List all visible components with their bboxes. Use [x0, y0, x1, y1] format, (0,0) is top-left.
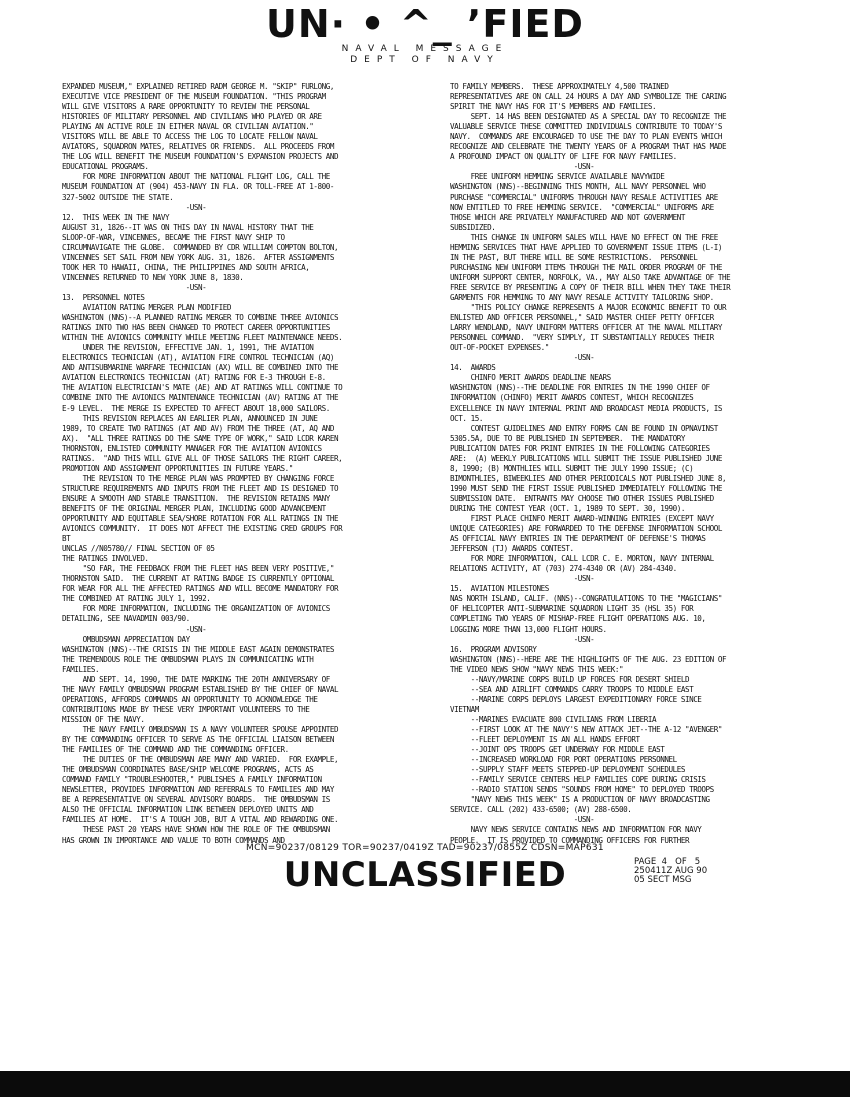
text-line: OCT. 15. — [450, 413, 483, 423]
text-line: THORNSTON SAID. THE CURRENT AT RATING BADGE IS CURRENTLY OPTIONAL — [62, 574, 335, 584]
text-line: HISTORIES OF MILITARY PERSONNEL AND CIVILIANS WHO PLAYED OR ARE — [62, 112, 322, 122]
text-line: 16. PROGRAM ADVISORY — [450, 644, 537, 654]
text-line: CONTEST GUIDELINES AND ENTRY FORMS CAN BE FOUND IN OPNAVINST — [450, 423, 718, 433]
text-line: FOR MORE INFORMATION, INCLUDING THE ORGANIZATION OF AVIONICS — [62, 604, 330, 614]
text-line: OUT-OF-POCKET EXPENSES." — [450, 343, 549, 353]
text-line: TO FAMILY MEMBERS. THESE APPROXIMATELY 4,500 TRAINED — [450, 82, 669, 91]
text-line: AVIATION ELECTRONICS TECHNICIAN (AT) RATING FOR E-3 THROUGH E-8. — [62, 373, 326, 383]
right-text-column — [450, 82, 808, 845]
page-number: PAGE 4 OF 5 — [634, 857, 701, 867]
text-line: --RADIO STATION SENDS "SOUNDS FROM HOME" TO DEPLOYED TROOPS — [450, 785, 714, 795]
text-line: FREE SERVICE BY PRESENTING A COPY OF THEIR BILL WHEN THEY TAKE THEIR — [450, 282, 731, 292]
text-line: OPERATIONS, AFFORDS COMMANDS AN OPPORTUNITY TO ACKNOWLEDGE THE — [62, 694, 318, 704]
left-text-column — [62, 82, 420, 845]
text-line: BIMONTHLIES, BIWEEKLIES AND OTHER PERIODICALS NOT PUBLISHED JUNE 8, — [450, 473, 727, 483]
text-line: --MARINE CORPS DEPLOYS LARGEST EXPEDITIONARY FORCE SINCE — [450, 694, 702, 704]
text-line: WASHINGTON (NNS)--THE CRISIS IN THE MIDDLE EAST AGAIN DEMONSTRATES — [62, 644, 335, 654]
text-line: THOSE WHICH ARE PRIVATELY MANUFACTURED AND NOT GOVERNMENT — [450, 212, 685, 222]
text-line: FOR MORE INFORMATION, CALL LCDR C. E. MORTON, NAVY INTERNAL — [450, 554, 714, 564]
text-line: MISSION OF THE NAVY. — [62, 714, 145, 724]
text-line: NEWSLETTER, PROVIDES INFORMATION AND REFERRALS TO FAMILIES AND MAY — [62, 785, 335, 795]
text-line: COMBINE INTO THE AVIONICS MAINTENANCE TECHNICIAN (AV) RATING AT THE — [62, 393, 339, 403]
text-line: THE LOG WILL BENEFIT THE MUSEUM FOUNDATION'S EXPANSION PROJECTS AND — [62, 152, 339, 162]
text-line: -USN- — [62, 202, 207, 212]
text-line: A PROFOUND IMPACT ON QUALITY OF LIFE FOR NAVY FAMILIES. — [450, 152, 677, 162]
message-identifiers: MCN=90237/08129 TOR=90237/0419Z TAD=90237/0855Z CDSN=MAP631 — [246, 843, 604, 853]
text-line: 14. AWARDS — [450, 363, 496, 373]
text-line: --FAMILY SERVICE CENTERS HELP FAMILIES COPE DURING CRISIS — [450, 775, 706, 785]
text-line: FIRST PLACE CHINFO MERIT AWARD-WINNING ENTRIES (EXCEPT NAVY — [450, 514, 714, 524]
text-line: LARRY WENDLAND, NAVY UNIFORM MATTERS OFFICER AT THE NAVAL MILITARY — [450, 323, 723, 333]
text-line: E-9 LEVEL. THE MERGE IS EXPECTED TO AFFECT ABOUT 18,000 SAILORS. — [62, 403, 330, 413]
classification-footer: UNCLASSIFIED — [283, 855, 567, 895]
text-line: PUBLICATION DATES FOR PRINT ENTRIES IN THE FOLLOWING CATEGORIES — [450, 443, 710, 453]
text-line: 327-5002 OUTSIDE THE STATE. — [62, 192, 174, 202]
text-line: UNCLAS //N05780// FINAL SECTION OF 05 — [62, 544, 215, 554]
text-line: THE FAMILIES OF THE COMMAND AND THE COMMANDING OFFICER. — [62, 745, 289, 755]
text-line: IN THE PAST, BUT THERE WILL BE SOME RESTRICTIONS. PERSONNEL — [450, 252, 698, 262]
text-line: PURCHASE "COMMERCIAL" UNIFORMS THROUGH NAVY RESALE ACTIVITIES ARE — [450, 192, 718, 202]
text-line: GARMENTS FOR HEMMING TO ANY NAVY RESALE ACTIVITY TAILORING SHOP. — [450, 292, 714, 302]
text-line: JEFFERSON (TJ) AWARDS CONTEST. — [450, 544, 574, 554]
text-line: --INCREASED WORKLOAD FOR PORT OPERATIONS PERSONNEL — [450, 755, 677, 765]
date-time-group: 250411Z AUG 90 — [634, 866, 708, 876]
text-line: FOR MORE INFORMATION ABOUT THE NATIONAL FLIGHT LOG, CALL THE — [62, 172, 330, 182]
text-line: VIETNAM — [450, 704, 479, 714]
text-line: NOW ENTITLED TO FREE HEMMING SERVICE. "COMMERCIAL" UNIFORMS ARE — [450, 202, 714, 212]
text-line: THE VIDEO NEWS SHOW "NAVY NEWS THIS WEEK:" — [450, 664, 624, 674]
text-line: PEOPLE. IT IS PROVIDED TO COMMANDING OFFICERS FOR FURTHER — [450, 835, 690, 845]
text-line: LOGGING MORE THAN 13,000 FLIGHT HOURS. — [450, 624, 607, 634]
page-info-block — [634, 858, 707, 885]
text-line: --MARINES EVACUATE 800 CIVILIANS FROM LIBERIA — [450, 714, 657, 724]
text-line: THE NAVY FAMILY OMBUDSMAN PROGRAM ESTABLISHED BY THE CHIEF OF NAVAL — [62, 684, 339, 694]
text-line: 13. PERSONNEL NOTES — [62, 292, 145, 302]
text-line: EXCELLENCE IN NAVY INTERNAL PRINT AND BROADCAST MEDIA PRODUCTS, IS — [450, 403, 723, 413]
text-line: "THIS POLICY CHANGE REPRESENTS A MAJOR ECONOMIC BENEFIT TO OUR — [450, 303, 727, 313]
text-line: 5305.5A, DUE TO BE PUBLISHED IN SEPTEMBER. THE MANDATORY — [450, 433, 685, 443]
text-line: HEMMING SERVICES THAT HAVE APPLIED TO GOVERNMENT ISSUE ITEMS (L-I) — [450, 242, 723, 252]
text-line: THE AVIATION ELECTRICIAN'S MATE (AE) AND AT RATINGS WILL CONTINUE TO — [62, 383, 343, 393]
text-line: -USN- — [450, 574, 595, 584]
text-line: THIS REVISION REPLACES AN EARLIER PLAN, ANNOUNCED IN JUNE — [62, 413, 318, 423]
text-line: WASHINGTON (NNS)--THE DEADLINE FOR ENTRIES IN THE 1990 CHIEF OF — [450, 383, 710, 393]
text-line: WASHINGTON (NNS)--A PLANNED RATING MERGER TO COMBINE THREE AVIONICS — [62, 313, 339, 323]
text-line: SERVICE. CALL (202) 433-6500; (AV) 288-6500. — [450, 805, 632, 815]
text-line: AND SEPT. 14, 1990, THE DATE MARKING THE 20TH ANNIVERSARY OF — [62, 674, 330, 684]
text-line: -USN- — [62, 282, 207, 292]
text-line: COMPLETING TWO YEARS OF MISHAP-FREE FLIGHT OPERATIONS AUG. 10, — [450, 614, 706, 624]
text-line: BT — [62, 534, 71, 544]
section-count: 05 SECT MSG — [634, 875, 692, 885]
text-line: DETAILING, SEE NAVADMIN 003/90. — [62, 614, 190, 624]
text-line: INFORMATION (CHINFO) MERIT AWARDS CONTEST, WHICH RECOGNIZES — [450, 393, 694, 403]
text-line: THE OMBUDSMAN COORDINATES BASE/SHIP WELCOME PROGRAMS, ACTS AS — [62, 765, 314, 775]
text-line: PERSONNEL COMMAND. "VERY SIMPLY, IT SUBSTANTIALLY REDUCES THEIR — [450, 333, 714, 343]
text-line: PLAYING AN ACTIVE ROLE IN EITHER NAVAL OR CIVILIAN AVIATION." — [62, 122, 314, 132]
text-line: EXPANDED MUSEUM," EXPLAINED RETIRED RADM GEORGE M. "SKIP" FURLONG, — [62, 82, 335, 91]
text-line: 1989, TO CREATE TWO RATINGS (AT AND AV) FROM THE THREE (AT, AQ AND — [62, 423, 335, 433]
text-line: DURING THE CONTEST YEAR (OCT. 1, 1989 TO SEPT. 30, 1990). — [450, 503, 685, 513]
text-line: RECOGNIZE AND CELEBRATE THE TWENTY YEARS OF A PROGRAM THAT HAS MADE — [450, 142, 727, 152]
text-line: ENSURE A SMOOTH AND STABLE TRANSITION. THE REVISION RETAINS MANY — [62, 493, 330, 503]
text-line: ELECTRONICS TECHNICIAN (AT), AVIATION FIRE CONTROL TECHNICIAN (AQ) — [62, 353, 335, 363]
text-line: -USN- — [450, 353, 595, 363]
text-line: HAS GROWN IN IMPORTANCE AND VALUE TO BOTH COMMANDS AND — [62, 835, 285, 845]
text-line: SEPT. 14 HAS BEEN DESIGNATED AS A SPECIAL DAY TO RECOGNIZE THE — [450, 112, 727, 122]
scan-edge-bar — [0, 1071, 850, 1097]
text-line: AS OFFICIAL NAVY ENTRIES IN THE DEPARTMENT OF DEFENSE'S THOMAS — [450, 534, 706, 544]
text-line: "NAVY NEWS THIS WEEK" IS A PRODUCTION OF NAVY BROADCASTING — [450, 795, 710, 805]
text-line: "SO FAR, THE FEEDBACK FROM THE FLEET HAS BEEN VERY POSITIVE," — [62, 564, 335, 574]
text-line: EDUCATIONAL PROGRAMS. — [62, 162, 149, 172]
text-line: VINCENNES RETURNED TO NEW YORK JUNE 8, 1830. — [62, 272, 244, 282]
text-line: WILL GIVE VISITORS A RARE OPPORTUNITY TO REVIEW THE PERSONAL — [62, 102, 310, 112]
text-line: AVIATORS, SQUADRON MATES, RELATIVES OR FRIENDS. ALL PROCEEDS FROM — [62, 142, 335, 152]
text-line: FOR WEAR FOR ALL THE AFFECTED RATINGS AND WILL BECOME MANDATORY FOR — [62, 584, 339, 594]
text-line: -USN- — [450, 162, 595, 172]
text-line: CONTRIBUTIONS MADE BY THESE VERY IMPORTANT VOLUNTEERS TO THE — [62, 704, 310, 714]
text-line: --FLEET DEPLOYMENT IS AN ALL HANDS EFFORT — [450, 735, 640, 745]
text-line: THE COMBINED AT RATING JULY 1, 1992. — [62, 594, 211, 604]
text-line: THE NAVY FAMILY OMBUDSMAN IS A NAVY VOLUNTEER SPOUSE APPOINTED — [62, 725, 339, 734]
text-line: SLOOP-OF-WAR, VINCENNES, BECAME THE FIRST NAVY SHIP TO — [62, 232, 285, 242]
text-line: COMMAND FAMILY "TROUBLESHOOTER," PUBLISHES A FAMILY INFORMATION — [62, 775, 322, 785]
text-line: PURCHASING NEW UNIFORM ITEMS THROUGH THE MAIL ORDER PROGRAM OF THE — [450, 262, 723, 272]
text-line: --SEA AND AIRLIFT COMMANDS CARRY TROOPS TO MIDDLE EAST — [450, 684, 694, 694]
text-line: WASHINGTON (NNS)--BEGINNING THIS MONTH, ALL NAVY PERSONNEL WHO — [450, 182, 706, 192]
text-line: THE TREMENDOUS ROLE THE OMBUDSMAN PLAYS IN COMMUNICATING WITH — [62, 654, 314, 664]
text-line: AUGUST 31, 1826--IT WAS ON THIS DAY IN NAVAL HISTORY THAT THE — [62, 222, 314, 232]
text-line: RELATIONS ACTIVITY, AT (703) 274-4340 OR (AV) 284-4340. — [450, 564, 677, 574]
text-line: VISITORS WILL BE ABLE TO ACCESS THE LOG TO LOCATE FELLOW NAVAL — [62, 132, 318, 142]
text-line: 8, 1990; (B) MONTHLIES WILL SUBMIT THE JULY 1990 ISSUE; (C) — [450, 463, 694, 473]
text-line: EXECUTIVE VICE PRESIDENT OF THE MUSEUM FOUNDATION. "THIS PROGRAM — [62, 92, 326, 102]
text-line: CHINFO MERIT AWARDS DEADLINE NEARS — [450, 373, 611, 383]
text-line: CIRCUMNAVIGATE THE GLOBE. COMMANDED BY CDR WILLIAM COMPTON BOLTON, — [62, 242, 339, 252]
text-line: NAS NORTH ISLAND, CALIF. (NNS)--CONGRATULATIONS TO THE "MAGICIANS" — [450, 594, 723, 604]
text-line: FREE UNIFORM HEMMING SERVICE AVAILABLE NAVYWIDE — [450, 172, 665, 182]
text-line: WITHIN THE AVIONICS COMMUNITY WHILE MEETING FLEET MAINTENANCE NEEDS. — [62, 333, 343, 343]
naval-message-label: NAVAL MESSAGE — [341, 44, 509, 54]
text-line: THORNSTON, ENLISTED COMMUNITY MANAGER FOR THE AVIATION AVIONICS — [62, 443, 322, 453]
text-line: --NAVY/MARINE CORPS BUILD UP FORCES FOR DESERT SHIELD — [450, 674, 690, 684]
text-line: VINCENNES SET SAIL FROM NEW YORK AUG. 31, 1826. AFTER ASSIGNMENTS — [62, 252, 335, 262]
text-line: UNIQUE CATEGORIES) ARE FORWARDED TO THE DEFENSE INFORMATION SCHOOL — [450, 524, 723, 534]
text-line: BENEFITS OF THE ORIGINAL MERGER PLAN, INCLUDING GOOD ADVANCEMENT — [62, 503, 326, 513]
text-line: THE RATINGS INVOLVED. — [62, 554, 149, 564]
text-line: SUBMISSION DATE. ENTRANTS MAY CHOOSE TWO OTHER ISSUES PUBLISHED — [450, 493, 714, 503]
text-line: AND ANTISUBMARINE WARFARE TECHNICIAN (AX) WILL BE COMBINED INTO THE — [62, 363, 339, 373]
text-line: --JOINT OPS TROOPS GET UNDERWAY FOR MIDDLE EAST — [450, 745, 665, 755]
text-line: STRUCTURE REQUIREMENTS AND INPUTS FROM THE FLEET AND IS DESIGNED TO — [62, 483, 339, 493]
text-line: BE A REPRESENTATIVE ON SEVERAL ADVISORY BOARDS. THE OMBUDSMAN IS — [62, 795, 330, 805]
text-line: AVIONICS COMMUNITY. IT DOES NOT AFFECT THE EXISTING CRED GROUPS FOR — [62, 524, 343, 534]
text-line: --SUPPLY STAFF MEETS STEPPED-UP DEPLOYMENT SCHEDULES — [450, 765, 685, 775]
text-line: THE REVISION TO THE MERGE PLAN WAS PROMPTED BY CHANGING FORCE — [62, 473, 335, 483]
text-line: 12. THIS WEEK IN THE NAVY — [62, 212, 170, 222]
text-line: FAMILIES. — [62, 664, 100, 674]
text-line: OF HELICOPTER ANTI-SUBMARINE SQUADRON LIGHT 35 (HSL 35) FOR — [450, 604, 694, 614]
text-line: WASHINGTON (NNS)--HERE ARE THE HIGHLIGHTS OF THE AUG. 23 EDITION OF — [450, 654, 727, 664]
text-line: 1990 MUST SEND THE FIRST ISSUE PUBLISHED IMMEDIATELY FOLLOWING THE — [450, 483, 723, 493]
text-line: RATINGS. "AND THIS WILL GIVE ALL OF THOSE SAILORS THE RIGHT CAREER, — [62, 453, 343, 463]
text-line: ALSO THE OFFICIAL INFORMATION LINK BETWEEN DEPLOYED UNITS AND — [62, 805, 314, 815]
text-line: TOOK HER TO HAWAII, CHINA, THE PHILIPPINES AND SOUTH AFRICA, — [62, 262, 310, 272]
text-line: RATINGS INTO TWO HAS BEEN CHANGED TO PROTECT CAREER OPPORTUNITIES — [62, 323, 330, 333]
text-line: -USN- — [62, 624, 207, 634]
text-line: UNIFORM SUPPORT CENTER, NORFOLK, VA., MAY ALSO TAKE ADVANTAGE OF THE — [450, 272, 731, 282]
text-line: PROMOTION AND ASSIGNMENT OPPORTUNITIES IN FUTURE YEARS." — [62, 463, 293, 473]
text-line: OPPORTUNITY AND EQUITABLE SEA/SHORE ROTATION FOR ALL RATINGS IN THE — [62, 514, 339, 524]
text-line: FAMILIES AT HOME. IT'S A TOUGH JOB, BUT A VITAL AND REWARDING ONE. — [62, 815, 339, 825]
text-line: OMBUDSMAN APPRECIATION DAY — [62, 634, 190, 644]
text-line: ARE: (A) WEEKLY PUBLICATIONS WILL SUBMIT THE ISSUE PUBLISHED JUNE — [450, 453, 723, 463]
text-line: NAVY. COMMANDS ARE ENCOURAGED TO USE THE DAY TO PLAN EVENTS WHICH — [450, 132, 723, 142]
text-line: -USN- — [450, 815, 595, 825]
text-line: THE DUTIES OF THE OMBUDSMAN ARE MANY AND VARIED. FOR EXAMPLE, — [62, 755, 339, 765]
text-line: VALUABLE SERVICE THESE COMMITTED INDIVIDUALS CONTRIBUTE TO TODAY'S — [450, 122, 723, 132]
text-line: THIS CHANGE IN UNIFORM SALES WILL HAVE NO EFFECT ON THE FREE — [450, 232, 718, 242]
dept-of-navy-label: DEPT OF NAVY — [350, 55, 500, 65]
text-line: SPIRIT THE NAVY HAS FOR IT'S MEMBERS AND FAMILIES. — [450, 102, 657, 112]
text-line: AX). "ALL THREE RATINGS DO THE SAME TYPE OF WORK," SAID LCDR KAREN — [62, 433, 339, 443]
text-line: UNDER THE REVISION, EFFECTIVE JAN. 1, 1991, THE AVIATION — [62, 343, 314, 353]
text-line: NAVY NEWS SERVICE CONTAINS NEWS AND INFORMATION FOR NAVY — [450, 825, 702, 835]
text-line: ENLISTED AND OFFICER PERSONNEL," SAID MASTER CHIEF PETTY OFFICER — [450, 313, 714, 323]
text-line: --FIRST LOOK AT THE NAVY'S NEW ATTACK JET--THE A-12 "AVENGER" — [450, 725, 723, 734]
text-line: -USN- — [450, 634, 595, 644]
text-line: SUBSIDIZED. — [450, 222, 496, 232]
text-line: REPRESENTATIVES ARE ON CALL 24 HOURS A DAY AND SYMBOLIZE THE CARING — [450, 92, 727, 102]
text-line: 15. AVIATION MILESTONES — [450, 584, 549, 594]
text-line: MUSEUM FOUNDATION AT (904) 453-NAVY IN FLA. OR TOLL-FREE AT 1-800- — [62, 182, 335, 192]
classification-header: UN· • ^_ ’FIED — [266, 2, 584, 46]
text-line: THESE PAST 20 YEARS HAVE SHOWN HOW THE ROLE OF THE OMBUDSMAN — [62, 825, 330, 835]
text-line: AVIATION RATING MERGER PLAN MODIFIED — [62, 303, 231, 313]
text-line: BY THE COMMANDING OFFICER TO SERVE AS THE OFFICIAL LIAISON BETWEEN — [62, 735, 335, 745]
